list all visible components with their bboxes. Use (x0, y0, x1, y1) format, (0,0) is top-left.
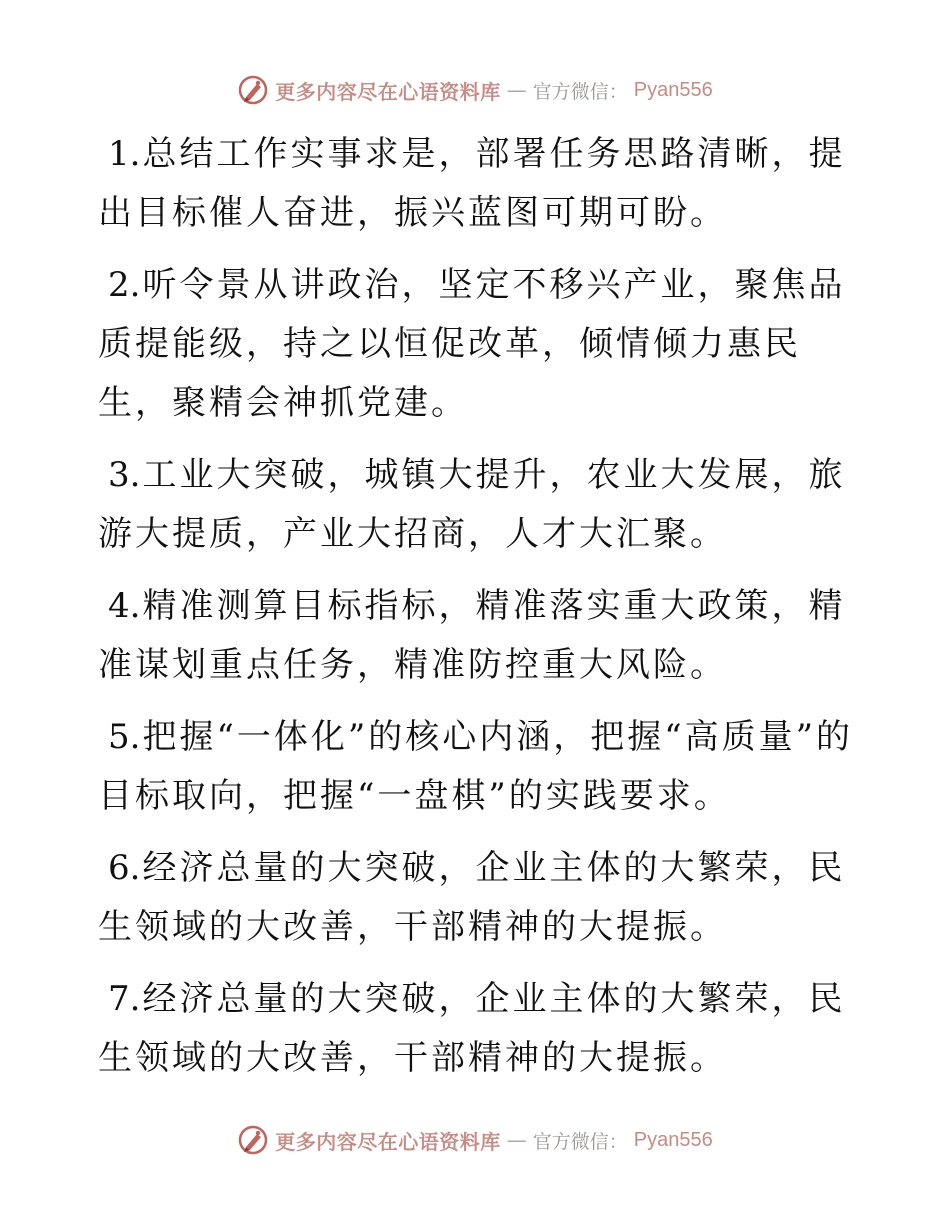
item-number: 1. (108, 134, 141, 174)
list-item (98, 256, 858, 433)
list-item (98, 708, 858, 826)
item-number: 3. (108, 455, 141, 495)
item-text: 经济总量的大突破，企业主体的大繁荣，民生领域的大改善，干部精神的大提振。 (98, 848, 846, 947)
item-number: 6. (108, 848, 141, 888)
item-text: 经济总量的大突破，企业主体的大繁荣，民生领域的大改善，干部精神的大提振。 (98, 979, 846, 1078)
banner-wechat-label: 官方微信： (532, 1130, 628, 1153)
list-item (98, 125, 858, 243)
banner-dash: — (506, 78, 527, 102)
item-text: 精准测算目标指标，精准落实重大政策，精准谋划重点任务，精准防控重大风险。 (98, 586, 846, 685)
banner-wechat-id: Pyan556 (633, 1128, 713, 1151)
pen-nib-logo-icon (237, 74, 269, 106)
list-item (98, 577, 858, 695)
header-banner (0, 70, 950, 110)
item-number: 7. (108, 979, 141, 1019)
item-text: 总结工作实事求是，部署任务思路清晰，提出目标催人奋进，振兴蓝图可期可盼。 (98, 134, 846, 233)
item-number: 5. (108, 717, 141, 757)
item-text: 工业大突破，城镇大提升，农业大发展，旅游大提质，产业大招商，人才大汇聚。 (98, 455, 846, 554)
list-item (98, 839, 858, 957)
banner-wechat-id: Pyan556 (633, 78, 713, 101)
item-number: 2. (108, 265, 141, 305)
banner-text: 更多内容尽在心语资料库 (275, 79, 501, 104)
item-number: 4. (108, 586, 141, 626)
document-body (98, 125, 858, 1101)
banner-wechat-label: 官方微信： (532, 80, 628, 103)
footer-banner (0, 1120, 950, 1160)
pen-nib-logo-icon (237, 1124, 269, 1156)
item-text: 听令景从讲政治，坚定不移兴产业，聚焦品质提能级，持之以恒促改革，倾情倾力惠民生，聚精会神抓党建。 (98, 265, 846, 423)
list-item (98, 446, 858, 564)
banner-text: 更多内容尽在心语资料库 (275, 1129, 501, 1154)
item-text: 把握“一体化”的核心内涵，把握“高质量”的目标取向，把握“一盘棋”的实践要求。 (98, 717, 853, 816)
list-item (98, 970, 858, 1088)
banner-dash: — (506, 1128, 527, 1152)
